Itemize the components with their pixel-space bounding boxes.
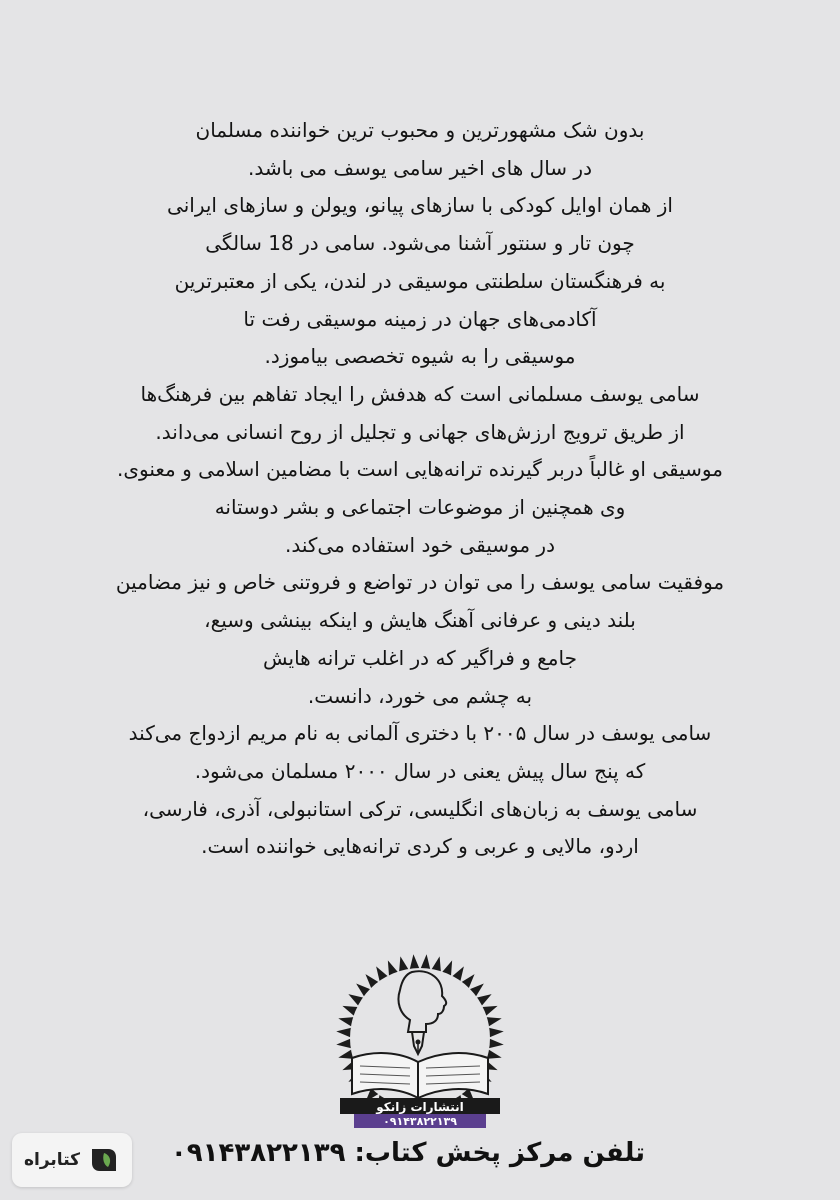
publisher-name: انتشارات زانکو (376, 1100, 464, 1114)
text-line: موسیقی او غالباً دربر گیرنده ترانه‌هایی است با مضامین اسلامی و معنوی. (117, 457, 723, 482)
text-line: موفقیت سامی یوسف را می توان در تواضع و فروتنی خاص و نیز مضامین (115, 570, 725, 595)
text-line: بدون شک مشهورترین و محبوب ترین خواننده مسلمان (195, 118, 645, 142)
text-line: در سال های اخیر سامی یوسف می باشد. (248, 155, 592, 180)
text-line: بلند دینی و عرفانی آهنگ هایش و اینکه بینشی وسیع، (204, 608, 636, 633)
ketabrah-logo-icon (86, 1143, 120, 1177)
biography-text (40, 112, 800, 866)
text-line: به فرهنگستان سلطنتی موسیقی در لندن، یکی از معتبرترین (174, 268, 666, 293)
text-line: جامع و فراگیر که در اغلب ترانه هایش (263, 645, 577, 670)
text-line: آکادمی‌های جهان در زمینه موسیقی رفت تا (243, 306, 597, 331)
text-line: سامی یوسف به زبان‌های انگلیسی، ترکی استانبولی، آذری، فارسی، (142, 796, 698, 821)
distribution-phone (170, 1138, 645, 1168)
text-line: از طریق ترویج ارزش‌های جهانی و تجلیل از روح انسانی می‌داند. (155, 419, 685, 444)
publisher-phone: ۰۹۱۴۳۸۲۲۱۳۹ (383, 1115, 457, 1128)
text-line: سامی یوسف در سال ۲۰۰۵ با دختری آلمانی به نام مریم ازدواج می‌کند (128, 721, 712, 746)
phone-number: ۰۹۱۴۳۸۲۲۱۳۹ (170, 1138, 346, 1168)
ketabrah-brand: کتابراه (23, 1150, 81, 1170)
ketabrah-watermark[interactable] (12, 1133, 132, 1187)
text-line: به چشم می خورد، دانست. (307, 683, 533, 708)
text-line: چون تار و سنتور آشنا می‌شود. سامی در 18 سالگی (205, 231, 635, 256)
text-line: اردو، مالایی و عربی و کردی ترانه‌هایی خواننده است. (201, 834, 639, 859)
text-line: سامی یوسف مسلمانی است که هدفش را ایجاد تفاهم بین فرهنگ‌ها (140, 381, 700, 406)
text-line: از همان اوایل کودکی با سازهای پیانو، ویولن و سازهای ایرانی (167, 193, 673, 218)
phone-label: تلفن مرکز پخش کتاب: (354, 1138, 645, 1168)
text-line: وی همچنین از موضوعات اجتماعی و بشر دوستانه (214, 495, 626, 520)
publisher-logo-book-head-icon (330, 950, 510, 1130)
text-line: در موسیقی خود استفاده می‌کند. (285, 532, 555, 557)
text-line: که پنج سال پیش یعنی در سال ۲۰۰۰ مسلمان می‌شود. (194, 758, 646, 783)
text-line: موسیقی را به شیوه تخصصی بیاموزد. (264, 344, 576, 369)
